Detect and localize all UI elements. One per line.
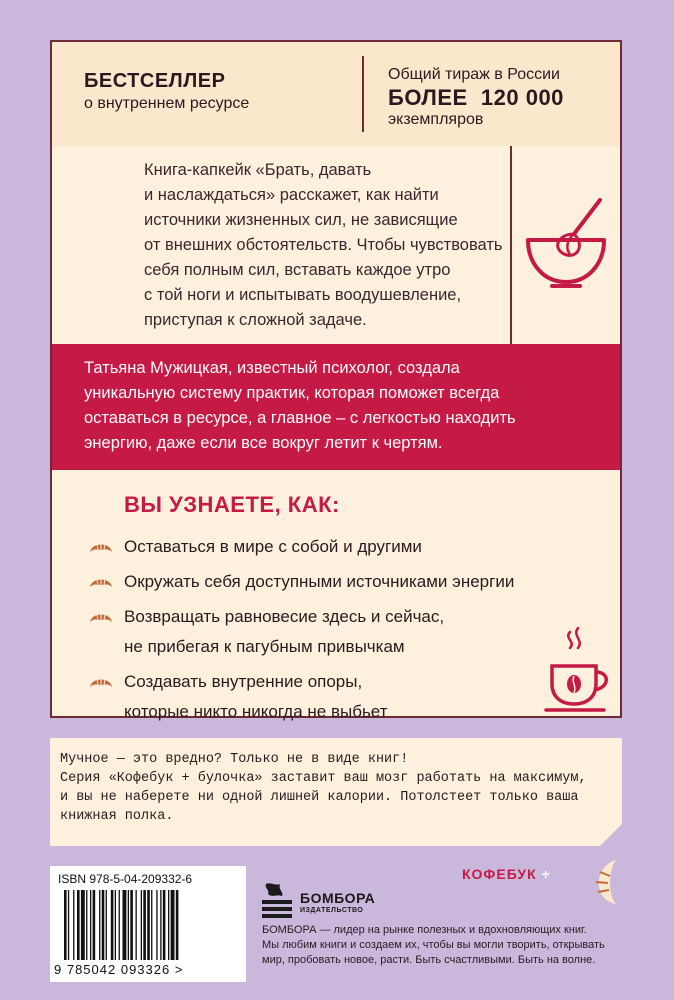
author-line: Татьяна Мужицкая, известный психолог, создала	[84, 359, 460, 377]
list-item-text: Создавать внутренние опоры,	[124, 672, 363, 691]
series-note-line: книжная полка.	[60, 809, 174, 824]
croissant-icon	[88, 573, 114, 591]
barcode-bar-23	[160, 890, 161, 960]
croissant-icon	[88, 673, 114, 691]
learn-list	[88, 532, 558, 732]
description-line: с той ноги и испытывать воодушевление,	[144, 286, 462, 304]
barcode-bar-6	[90, 890, 91, 960]
header-divider	[362, 56, 364, 132]
barcode-number: 9 785042 093326 >	[54, 962, 184, 977]
description-line: от внешних обстоятельств. Чтобы чувствовать	[144, 236, 503, 254]
barcode-bar-2	[73, 890, 74, 960]
description-line: себя полным сил, вставать каждое утро	[144, 261, 451, 279]
barcode-bar-22	[156, 890, 157, 960]
barcode-bar-3	[77, 890, 80, 960]
series-note	[50, 738, 622, 846]
whisk-bowl-icon	[522, 194, 610, 294]
list-item-text: Окружать себя доступными источниками энергии	[124, 572, 515, 591]
barcode-bar-11	[111, 890, 114, 960]
publisher-about	[262, 923, 622, 968]
bestseller-block	[84, 70, 249, 113]
barcode-bar-16	[130, 890, 133, 960]
barcode-bar-19	[143, 890, 146, 960]
description-line: и наслаждаться» расскажет, как найти	[144, 186, 439, 204]
barcode-bar-20	[147, 890, 150, 960]
circulation-line-1: Общий тираж в России	[388, 66, 560, 83]
coffee-cup-icon	[544, 626, 616, 718]
publisher-about-line: мир, пробовать новое, расти. Быть счастливыми. Быть на волне.	[262, 954, 596, 966]
note-folded-corner	[600, 824, 622, 846]
series-note-line: Серия «Кофебук + булочка» заставит ваш мозг работать на максимум,	[60, 771, 587, 786]
bestseller-label: БЕСТСЕЛЛЕР	[84, 70, 226, 92]
list-item-text: Оставаться в мире с собой и другими	[124, 537, 422, 556]
series-plus: +	[541, 866, 551, 882]
barcode-bars	[60, 890, 236, 960]
description-text	[144, 158, 504, 333]
barcode-bar-26	[171, 890, 175, 960]
barcode-bar-15	[128, 890, 129, 960]
barcode-bar-4	[81, 890, 85, 960]
list-item-text: Возвращать равновесие здесь и сейчас,	[124, 607, 445, 626]
barcode-bar-10	[106, 890, 107, 960]
croissant-icon	[88, 608, 114, 626]
list-item-text: не прибегая к пагубным привычкам	[124, 637, 405, 656]
author-line: оставаться в ресурсе, а главное – с легкостью находить	[84, 409, 516, 427]
description-area	[52, 146, 620, 346]
series-logo	[462, 866, 551, 882]
barcode-box	[50, 866, 246, 982]
series-note-line: Мучное — это вредно? Только не в виде книг!	[60, 752, 409, 767]
header-band	[52, 42, 620, 148]
croissant-icon	[88, 538, 114, 556]
list-item	[88, 567, 558, 597]
barcode-bar-25	[168, 890, 169, 960]
list-item	[88, 602, 558, 662]
barcode-bar-13	[119, 890, 120, 960]
learn-title: ВЫ УЗНАЕТЕ, КАК:	[124, 492, 340, 517]
publisher-name: БОМБОРА	[300, 890, 376, 906]
barcode-bar-14	[123, 890, 127, 960]
series-name: КОФЕБУК	[462, 866, 537, 882]
author-text	[84, 356, 594, 456]
circulation-number: БОЛЕЕ 120 000	[388, 85, 564, 110]
description-line: Книга-капкейк «Брать, давать	[144, 161, 372, 179]
croissant-icon	[586, 856, 634, 908]
series-note-line: и вы не наберете ни одной лишней калории. Потолстеет только ваша	[60, 790, 579, 805]
book-frame	[50, 40, 622, 721]
circulation-line-3: экземпляров	[388, 111, 484, 128]
learn-area	[52, 470, 620, 721]
isbn-text: ISBN 978-5-04-209332-6	[58, 872, 193, 886]
barcode-bar-12	[115, 890, 116, 960]
publisher-subtitle: ИЗДАТЕЛЬСТВО	[300, 907, 364, 914]
description-divider	[510, 146, 512, 344]
barcode-bar-9	[102, 890, 105, 960]
barcode-bar-7	[93, 890, 96, 960]
barcode-bar-27	[176, 890, 179, 960]
author-line: энергию, даже если все вокруг летит к чертям.	[84, 434, 443, 452]
barcode-bar-5	[86, 890, 87, 960]
publisher-logo-icon	[260, 880, 294, 924]
publisher-about-line: БОМБОРА — лидер на рынке полезных и вдохновляющих книг.	[262, 924, 587, 936]
barcode-bar-0	[64, 890, 67, 960]
barcode-bar-8	[99, 890, 100, 960]
description-line: приступая к сложной задаче.	[144, 311, 367, 329]
barcode-bar-21	[151, 890, 152, 960]
circulation-block	[388, 66, 564, 129]
list-item	[88, 667, 558, 727]
author-band	[52, 344, 620, 470]
series-note-text	[60, 750, 612, 826]
barcode-bar-1	[68, 890, 69, 960]
barcode-bar-17	[136, 890, 137, 960]
list-item-text: которые никто никогда не выбьет	[124, 702, 388, 721]
description-line: источники жизненных сил, не зависящие	[144, 211, 458, 229]
barcode-bar-18	[141, 890, 142, 960]
barcode-bar-24	[163, 890, 166, 960]
publisher-about-line: Мы любим книги и создаем их, чтобы вы могли творить, открывать	[262, 939, 605, 951]
author-line: уникальную систему практик, которая поможет всегда	[84, 384, 500, 402]
list-item	[88, 532, 558, 562]
bestseller-subtitle: о внутреннем ресурсе	[84, 95, 250, 112]
